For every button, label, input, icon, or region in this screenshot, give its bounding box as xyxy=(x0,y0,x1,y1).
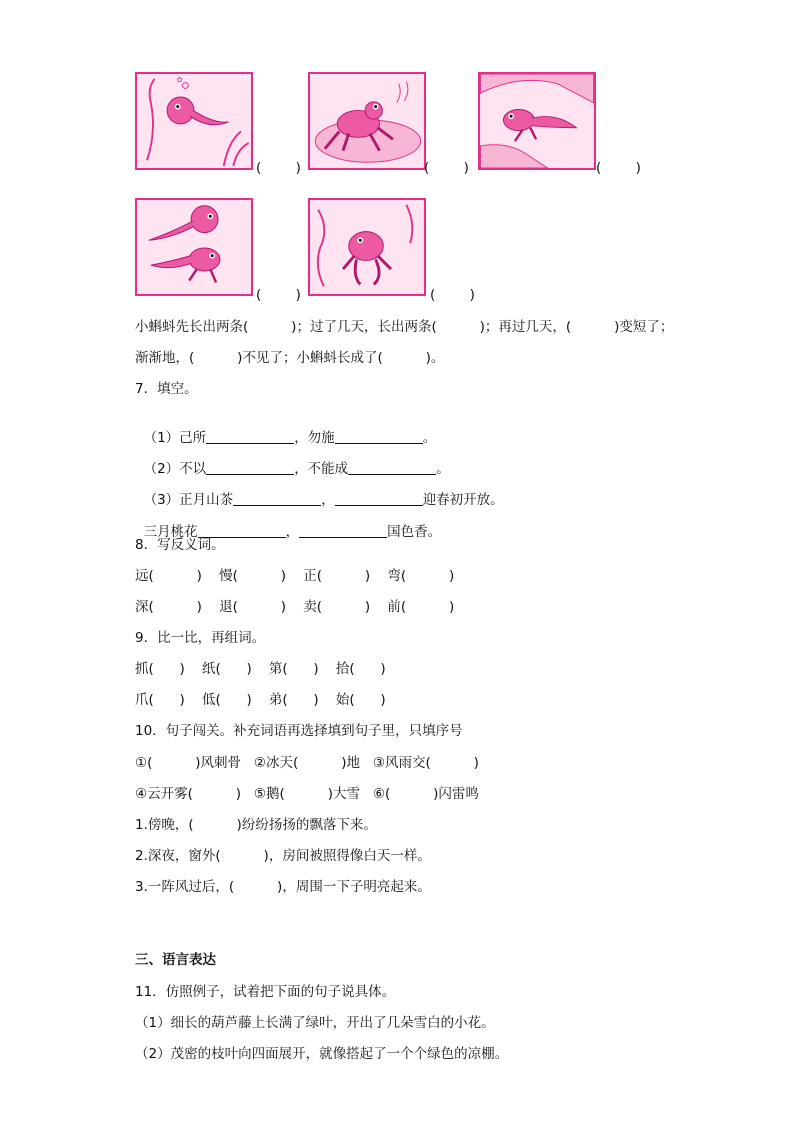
q7-blank[interactable] xyxy=(233,491,321,506)
q7-item3 xyxy=(135,473,504,509)
frog-image xyxy=(308,72,426,170)
q7-blank[interactable] xyxy=(299,523,387,538)
tadpole-image xyxy=(135,72,253,170)
q7-item2-b: ，不能成 xyxy=(294,461,349,477)
tadpole-front-legs-image xyxy=(135,198,253,296)
q8-row1[interactable]: 远( ) 慢( ) 正( ) 弯( ) xyxy=(135,568,455,584)
q10-sentence3[interactable]: 3.一阵风过后，( )，周围一下子明亮起来。 xyxy=(135,879,431,895)
q8-title: 8．写反义词。 xyxy=(135,537,225,553)
q7-item4-b: ， xyxy=(285,524,300,540)
tadpole-four-legs-image xyxy=(308,198,426,296)
q7-item3-a: （3）正月山茶 xyxy=(143,492,234,508)
section3-title: 三、语言表达 xyxy=(135,952,216,968)
image-answer-3[interactable]: ( ) xyxy=(596,160,641,176)
image-answer-4[interactable]: ( ) xyxy=(256,287,301,303)
q7-item3-c: 迎春初开放。 xyxy=(422,492,504,508)
tadpole-hind-legs-image xyxy=(478,72,596,170)
q7-item1-a: （1）己所 xyxy=(143,430,207,446)
q9-row2[interactable]: 爪( ) 低( ) 弟( ) 始( ) xyxy=(135,692,386,708)
q10-title: 10．句子闯关。补充词语再选择填到句子里，只填序号 xyxy=(135,723,463,739)
q7-blank[interactable] xyxy=(335,491,423,506)
q7-item1-b: ，勿施 xyxy=(294,430,335,446)
q10-row2[interactable]: ④云开雾( ) ⑤鹅( )大雪 ⑥( )闪雷鸣 xyxy=(135,786,479,802)
q7-item4-a: 三月桃花 xyxy=(143,524,198,540)
q6-line2: 渐渐地，( )不见了；小蝌蚪长成了( )。 xyxy=(135,350,445,366)
q11-title: 11．仿照例子，试着把下面的句子说具体。 xyxy=(135,984,396,1000)
q11-item1: （1）细长的葫芦藤上长满了绿叶，开出了几朵雪白的小花。 xyxy=(135,1015,495,1031)
q7-title: 7．填空。 xyxy=(135,381,198,397)
q7-item3-b: ， xyxy=(321,492,335,508)
q9-row1[interactable]: 抓( ) 纸( ) 第( ) 拾( ) xyxy=(135,661,386,677)
q7-item4-c: 国色香。 xyxy=(387,524,442,540)
q10-row1[interactable]: ①( )风刺骨 ②冰天( )地 ③风雨交( ) xyxy=(135,755,479,771)
image-answer-2[interactable]: ( ) xyxy=(424,160,469,176)
q10-sentence2[interactable]: 2.深夜，窗外( )，房间被照得像白天一样。 xyxy=(135,848,431,864)
q7-item2-c: 。 xyxy=(436,461,450,477)
q9-title: 9．比一比，再组词。 xyxy=(135,630,266,646)
q8-row2[interactable]: 深( ) 退( ) 卖( ) 前( ) xyxy=(135,599,455,615)
image-answer-1[interactable]: ( ) xyxy=(256,160,301,176)
q11-item2: （2）茂密的枝叶向四面展开，就像搭起了一个个绿色的凉棚。 xyxy=(135,1046,509,1062)
q7-item1-c: 。 xyxy=(422,430,437,446)
q7-item2-a: （2）不以 xyxy=(143,461,207,477)
image-answer-5[interactable]: ( ) xyxy=(430,287,475,303)
q6-line1: 小蝌蚪先长出两条( )；过了几天，长出两条( )；再过几天，( )变短了； xyxy=(135,319,674,335)
q10-sentence1[interactable]: 1.傍晚，( )纷纷扬扬的飘落下来。 xyxy=(135,817,377,833)
